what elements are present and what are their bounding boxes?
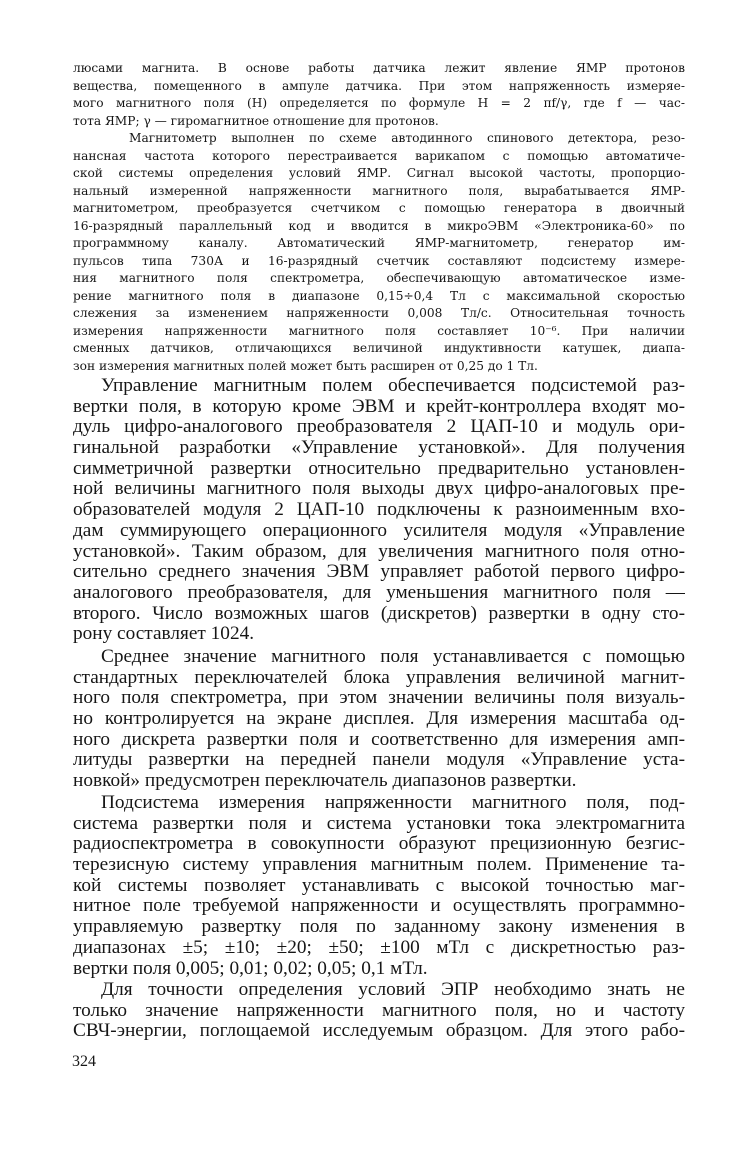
text-line: рение магнитного поля в диапазоне 0,15÷0,4 Тл с максимальной скоростью xyxy=(73,288,685,303)
text-line: вертки поля, в которую кроме ЭВМ и крейт-контроллера входят мо- xyxy=(73,396,685,417)
text-line: управляемую развертку поля по заданному закону изменения в xyxy=(73,917,685,938)
page-number: 324 xyxy=(72,1053,96,1070)
text-line: Управление магнитным полем обеспечивается подсистемой раз- xyxy=(101,376,685,396)
text-line: 16-разрядный параллельный код и вводится в микроЭВМ «Электроника-60» по xyxy=(73,218,685,233)
text-line: радиоспектрометра в совокупности образуют прецизионную безгис- xyxy=(73,834,685,855)
text-line: нальный измеренной напряженности магнитного поля, вырабатывается ЯМР- xyxy=(73,183,685,198)
paragraph-epr-frequency xyxy=(73,980,685,1042)
text-line: вещества, помещенного в ампуле датчика. При этом напряженность измеряе- xyxy=(73,78,685,93)
text-line: только значение напряженности магнитного поля, но и частоту xyxy=(73,1000,685,1021)
text-line: Подсистема измерения напряженности магнитного поля, под- xyxy=(101,793,685,813)
text-line: Для точности определения условий ЭПР необходимо знать не xyxy=(101,980,685,1000)
text-line: терезисную систему управления магнитным полем. Применение та- xyxy=(73,855,685,876)
small-print-block-2 xyxy=(73,130,685,375)
text-line: магнитометром, преобразуется счетчиком с помощью генератора в двоичный xyxy=(73,201,685,215)
text-line: литуды развертки на передней панели модуля «Управление уста- xyxy=(73,750,685,771)
text-line: ния магнитного поля спектрометра, обеспечивающую автоматическое изме- xyxy=(73,271,685,285)
paragraph-control-system xyxy=(73,793,685,979)
text-line: мого магнитного поля (H) определяется по формуле H = 2 πf/γ, где f — час- xyxy=(73,96,685,110)
text-line: ской системы определения условий ЯМР. Сигнал высокой частоты, пропорцио- xyxy=(73,166,685,180)
paragraph-mean-field xyxy=(73,647,685,792)
text-line: аналогового преобразователя, для уменьшения магнитного поля — xyxy=(73,582,685,603)
text-line: установкой». Таким образом, для увеличения магнитного поля отно- xyxy=(73,541,685,562)
text-line: зон измерения магнитных полей может быть расширен от 0,25 до 1 Тл. xyxy=(73,358,538,373)
text-line: Среднее значение магнитного поля устанавливается с помощью xyxy=(101,647,685,667)
text-line: диапазонах ±5; ±10; ±20; ±50; ±100 мТл с дискретностью раз- xyxy=(73,937,685,958)
text-line: нитное поле требуемой напряженности и осуществлять программно- xyxy=(73,896,685,917)
text-line: слежения за изменением напряженности 0,008 Тл/с. Относительная точность xyxy=(73,306,685,320)
small-print-block-1 xyxy=(73,60,685,130)
text-line: рону составляет 1024. xyxy=(73,624,255,645)
text-line: пульсов типа 730А и 16-разрядный счетчик составляют подсистему измере- xyxy=(73,253,685,268)
text-line: дуль цифро-аналогового преобразователя 2 ЦАП-10 и модуль ори- xyxy=(73,417,685,438)
text-line: дам суммирующего операционного усилителя модуля «Управление xyxy=(73,520,685,541)
text-line: новкой» предусмотрен переключатель диапазонов развертки. xyxy=(73,771,577,792)
text-line: измерения напряженности магнитного поля составляет 10⁻⁶. При наличии xyxy=(73,323,685,338)
text-line: тота ЯМР; γ — гиромагнитное отношение для протонов. xyxy=(73,113,439,128)
text-line: люсами магнита. В основе работы датчика лежит явление ЯМР протонов xyxy=(73,61,685,75)
text-line: стандартных переключателей блока управления величиной магнит- xyxy=(73,667,685,688)
text-line: гинальной разработки «Управление установкой». Для получения xyxy=(73,438,685,459)
text-line: ной величины магнитного поля выходы двух цифро-аналоговых пре- xyxy=(73,479,685,500)
text-line: нансная частота которого перестраивается варикапом с помощью автоматиче- xyxy=(73,148,685,163)
text-line: сительно среднего значения ЭВМ управляет работой первого цифро- xyxy=(73,562,685,583)
text-line: симметричной развертки относительно предварительно установлен- xyxy=(73,458,685,479)
text-line: но контролируется на экране дисплея. Для измерения масштаба од- xyxy=(73,709,685,730)
text-line: СВЧ-энергии, поглощаемой исследуемым образцом. Для этого рабо- xyxy=(73,1021,685,1042)
text-line: образователей модуля 2 ЦАП-10 подключены к разноименным вхо- xyxy=(73,500,685,521)
text-line: сменных датчиков, отличающихся величиной индуктивности катушек, диапа- xyxy=(73,341,685,355)
text-line: Магнитометр выполнен по схеме автодинного спинового детектора, резо- xyxy=(129,131,685,145)
text-line: кой системы позволяет устанавливать с высокой точностью маг- xyxy=(73,875,685,896)
text-line: ного дискрета развертки поля и соответственно для измерения амп- xyxy=(73,729,685,750)
text-line: второго. Число возможных шагов (дискретов) развертки в одну сто- xyxy=(73,603,685,624)
text-line: ного поля спектрометра, при этом значении величины поля визуаль- xyxy=(73,688,685,709)
text-line: система развертки поля и система установки тока электромагнита xyxy=(73,813,685,834)
paragraph-field-scan xyxy=(73,376,685,645)
text-line: программному каналу. Автоматический ЯМР-магнитометр, генератор им- xyxy=(73,236,685,250)
text-line: вертки поля 0,005; 0,01; 0,02; 0,05; 0,1 мТл. xyxy=(73,958,428,979)
